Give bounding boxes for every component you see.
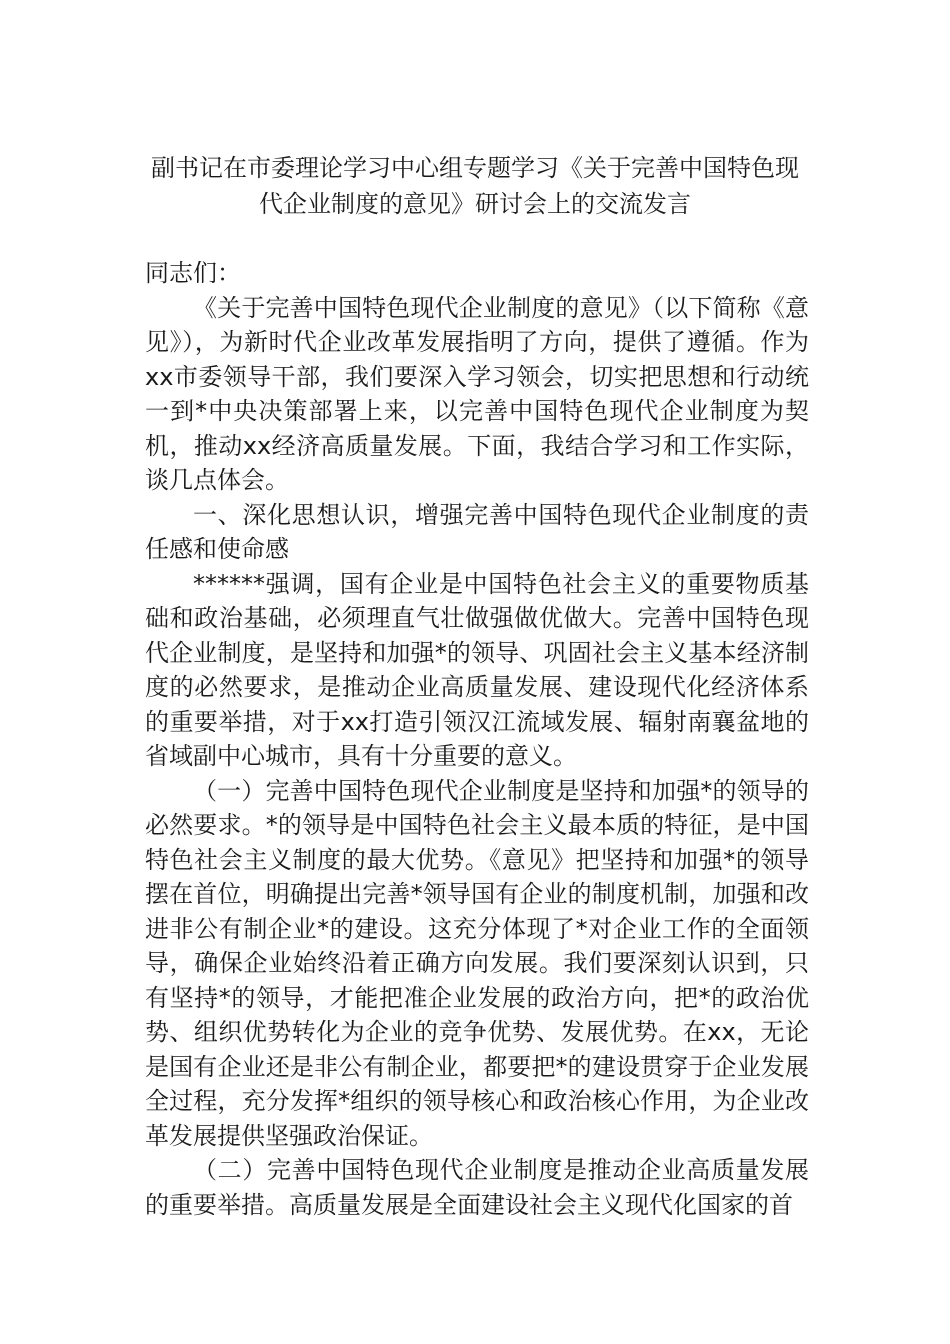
paragraph-section-1: ******强调，国有企业是中国特色社会主义的重要物质基础和政治基础，必须理直气壮做强做优做大。完善中国特色现代企业制度，是坚持和加强*的领导、巩固社会主义基本经济制度的必然要求，是推动企业高质量发展、建设现代化经济体系的重要举措，对于xx打造引领汉江流域发展、辐射南襄盆地的省域副中心城市，具有十分重要的意义。 <box>145 569 809 770</box>
paragraph-subsection-1: （一）完善中国特色现代企业制度是坚持和加强*的领导的必然要求。*的领导是中国特色社会主义最本质的特征，是中国特色社会主义制度的最大优势。《意见》把坚持和加强*的领导摆在首位，明确提出完善*领导国有企业的制度机制，加强和改进非公有制企业*的建设。这充分体现了*对企业工作的全面领导，确保企业始终沿着正确方向发展。我们要深刻认识到，只有坚持*的领导，才能把准企业发展的政治方向，把*的政治优势、组织优势转化为企业的竞争优势、发展优势。在xx，无论是国有企业还是非公有制企业，都要把*的建设贯穿于企业发展全过程，充分发挥*组织的领导核心和政治核心作用，为企业改革发展提供坚强政治保证。 <box>145 776 809 1150</box>
document-body <box>145 256 809 1222</box>
greeting: 同志们： <box>145 259 241 287</box>
paragraph-intro: 《关于完善中国特色现代企业制度的意见》（以下简称《意见》），为新时代企业改革发展指明了方向，提供了遵循。作为xx市委领导干部，我们要深入学习领会，切实把思想和行动统一到*中央决策部署上来，以完善中国特色现代企业制度为契机，推动xx经济高质量发展。下面，我结合学习和工作实际，谈几点体会。 <box>145 293 809 494</box>
title-line-2: 代企业制度的意见》研讨会上的交流发言 <box>259 190 691 218</box>
title-line-1: 副书记在市委理论学习中心组专题学习《关于完善中国特色现 <box>151 154 799 182</box>
paragraph-subsection-2: （二）完善中国特色现代企业制度是推动企业高质量发展的重要举措。高质量发展是全面建设社会主义现代化国家的首 <box>145 1156 809 1219</box>
section-heading-1: 一、深化思想认识，增强完善中国特色现代企业制度的责任感和使命感 <box>145 500 809 563</box>
document-title <box>143 150 807 222</box>
